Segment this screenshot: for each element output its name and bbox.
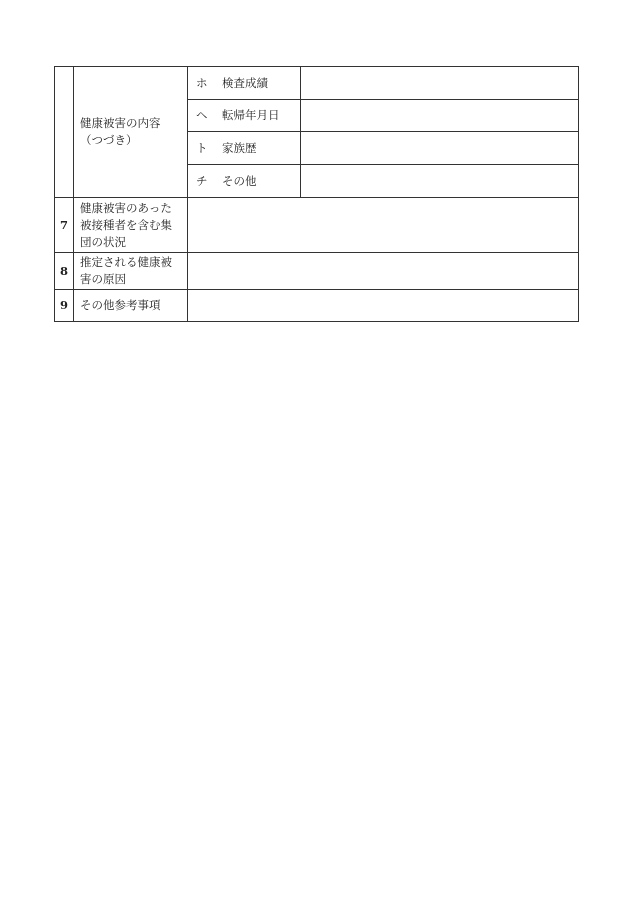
sub-item-label (188, 165, 301, 198)
outcome-date-field[interactable] (301, 100, 579, 132)
test-results-field[interactable] (301, 67, 579, 100)
group-status-label: 健康被害のあった被接種者を含む集団の状況 (74, 198, 188, 253)
sub-item-text: 家族歴 (222, 140, 257, 155)
estimated-cause-field[interactable] (188, 253, 579, 290)
row-number: 7 (55, 198, 74, 253)
sub-item-text: その他 (222, 173, 257, 188)
estimated-cause-label: 推定される健康被害の原因 (74, 253, 188, 290)
row-number: 8 (55, 253, 74, 290)
row-7 (55, 198, 579, 253)
other-details-field[interactable] (301, 165, 579, 198)
sub-item-text: 検査成績 (222, 75, 268, 90)
continued-note: （つづき） (80, 133, 138, 147)
sub-item-text: 転帰年月日 (222, 108, 280, 122)
health-damage-content-label (74, 67, 188, 198)
sub-item-label (188, 100, 301, 132)
sub-item-kana: ト (196, 140, 208, 155)
family-history-field[interactable] (301, 132, 579, 165)
sub-item-label (188, 132, 301, 165)
group-status-field[interactable] (188, 198, 579, 253)
sub-item-kana: チ (196, 173, 208, 188)
row-9 (55, 290, 579, 322)
sub-item-kana: ホ (196, 75, 208, 90)
other-references-field[interactable] (188, 290, 579, 322)
report-form-table (54, 66, 579, 322)
continued-number-cell (55, 67, 74, 198)
health-damage-row-ho (55, 67, 579, 100)
sub-item-label (188, 67, 301, 100)
health-damage-content-title: 健康被害の内容 (80, 116, 161, 130)
row-8 (55, 253, 579, 290)
other-references-label: その他参考事項 (74, 290, 188, 322)
row-number: 9 (55, 290, 74, 322)
sub-item-kana: ヘ (196, 108, 208, 122)
